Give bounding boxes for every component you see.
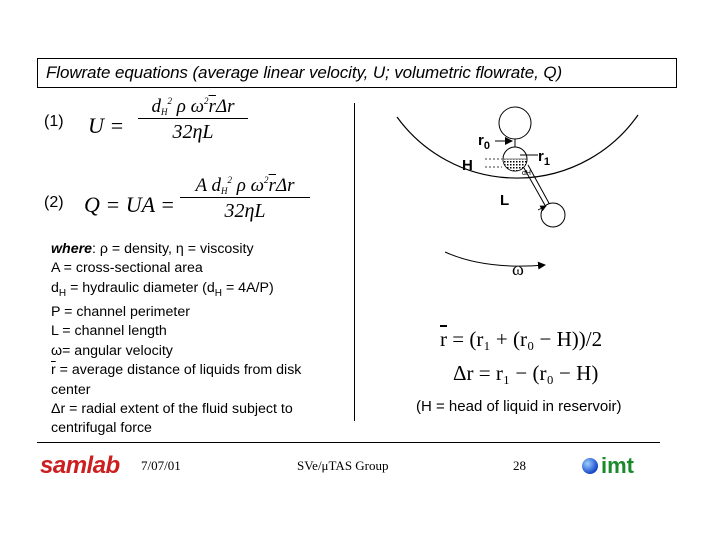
head-note: (H = head of liquid in reservoir) [416, 398, 622, 415]
imt-logo: imt [601, 453, 634, 478]
label-omega: ω [512, 259, 524, 279]
definitions-list [51, 240, 351, 439]
label-r1: $r_1$ [538, 148, 550, 168]
eq1-fraction [138, 96, 248, 144]
label-H: H [462, 157, 473, 174]
eq1-number: (1) [44, 113, 64, 130]
rbar-relation: $\overline{r} = (r_1 + (r_0 - H))/2$ [440, 327, 603, 351]
def-where: where: ρ = density, η = viscosity [51, 241, 254, 257]
label-L: L [500, 192, 510, 209]
footer-divider [37, 442, 660, 443]
rotation-arrow [445, 252, 545, 266]
def-dr: Δr = radial extent of the fluid subject to [51, 401, 293, 418]
def-area: A = cross-sectional area [51, 260, 203, 277]
eq1-numerator: $d_H^2$ ρ $\omega^2\overline{r}\Delta r$ [138, 96, 248, 119]
imt-logo-dot [582, 458, 598, 474]
def-hydraulic-diameter: $d_H$ = hydraulic diameter $(d_H = 4A/P)$ [51, 279, 274, 299]
footer-group: SVe/μTAS Group [297, 458, 389, 473]
def-length: L = channel length [51, 323, 167, 340]
def-perimeter: P = channel perimeter [51, 304, 190, 321]
disk-diagram [360, 95, 680, 295]
footer-date: 7/07/01 [141, 458, 181, 473]
label-dH: dH [522, 170, 531, 177]
eq2-number: (2) [44, 194, 64, 211]
label-r0: $r_0$ [478, 132, 490, 152]
eq2-fraction [180, 175, 310, 223]
page-number: 28 [513, 458, 526, 473]
slide-title: Flowrate equations (average linear velocity, U; volumetric flowrate, Q) [46, 63, 563, 82]
eq2-lhs: Q = UA = [84, 192, 176, 217]
def-rbar: $\overline{r}$ = average distance of liquids from disk [51, 362, 302, 379]
eq1-lhs: U = [88, 113, 125, 138]
eq1-denominator: 32ηL [172, 121, 214, 143]
dr-relation: Δr = r₁ − (r₀ − H) [453, 361, 599, 385]
eq2-denominator: 32ηL [224, 200, 266, 222]
reservoir-circle [499, 107, 531, 139]
def-dr-cont: centrifugal force [51, 420, 152, 437]
samlab-logo: samlab [40, 452, 120, 479]
slide-title-box [37, 58, 677, 88]
column-divider [354, 103, 355, 421]
eq2-numerator: A $d_H^2$ ρ $\omega^2\overline{r}\Delta r$ [180, 175, 310, 198]
def-rbar-cont: center [51, 381, 91, 398]
def-omega: ω= angular velocity [51, 342, 173, 359]
